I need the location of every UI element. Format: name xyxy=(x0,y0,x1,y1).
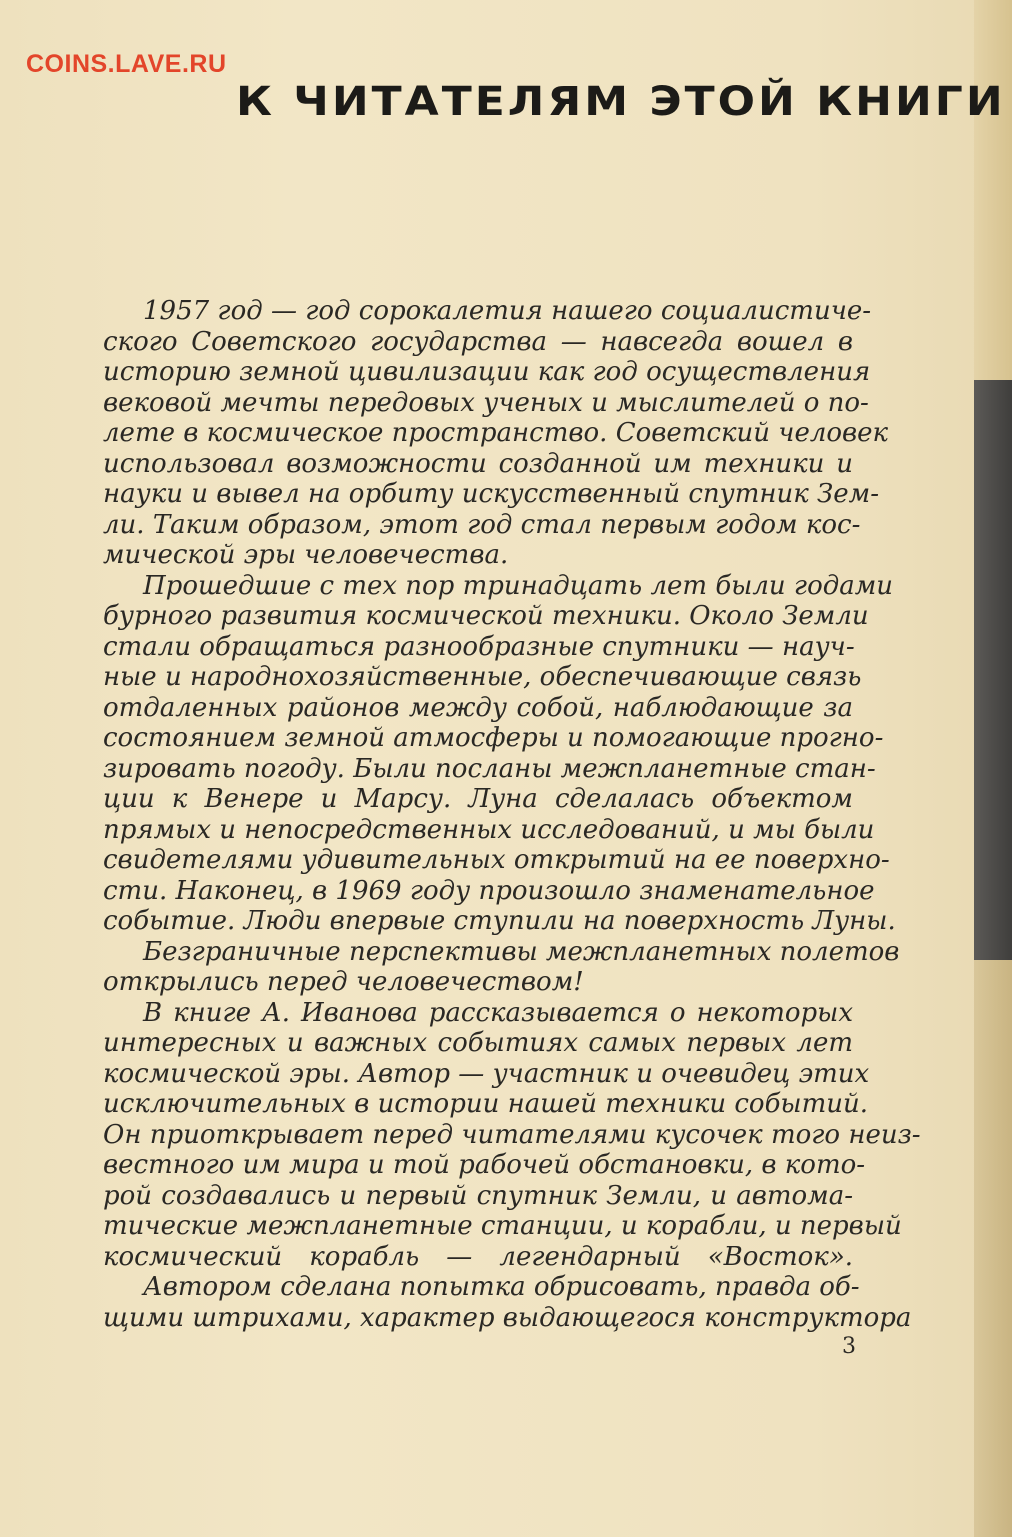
text-line: Безграничные перспективы межпланетных полетов xyxy=(143,936,900,967)
text-line: рой создавались и первый спутник Земли, и автома- xyxy=(103,1180,853,1211)
text-line: мической эры человечества. xyxy=(103,540,509,570)
text-line: науки и вывел на орбиту искусственный спутник Зем- xyxy=(103,479,879,509)
text-line: бурного развития космической техники. Около Земли xyxy=(103,601,869,631)
text-line: интересных и важных событиях самых первых лет xyxy=(103,1028,853,1058)
text-line: 1957 год — год сорокалетия нашего социалистиче- xyxy=(143,296,872,326)
text-line: ные и народнохозяйственные, обеспечивающие связь xyxy=(103,662,862,692)
text-line: космической эры. Автор — участник и очевидец этих xyxy=(103,1058,870,1089)
text-line: лете в космическое пространство. Советский человек xyxy=(103,418,889,448)
text-line: ского Советского государства — навсегда вошел в xyxy=(103,326,853,357)
text-line: Автором сделана попытка обрисовать, правда об- xyxy=(143,1272,860,1302)
text-line: Прошедшие с тех пор тринадцать лет были годами xyxy=(143,570,894,601)
page-title: К ЧИТАТЕЛЯМ ЭТОЙ КНИГИ xyxy=(236,78,1006,125)
text-line: Он приоткрывает перед читателями кусочек того неиз- xyxy=(103,1119,921,1150)
text-line: использовал возможности созданной им техники и xyxy=(103,448,853,479)
text-line: ции к Венере и Марсу. Луна сделалась объектом xyxy=(103,784,853,814)
text-line: стали обращаться разнообразные спутники — науч- xyxy=(103,631,855,662)
text-line: прямых и непосредственных исследований, и мы были xyxy=(103,814,875,845)
page-edge-bottom xyxy=(974,960,1012,1537)
text-line: событие. Люди впервые ступили на поверхность Луны. xyxy=(103,906,896,936)
text-line: В книге А. Иванова рассказывается о некоторых xyxy=(143,997,853,1028)
text-line: вековой мечты передовых ученых и мыслителей о по- xyxy=(103,387,869,418)
text-line: открылись перед человечеством! xyxy=(103,967,584,997)
text-line: зировать погоду. Были посланы межпланетные стан- xyxy=(103,753,876,784)
page-edge-light xyxy=(974,0,1012,380)
text-line: тические межпланетные станции, и корабли, и первый xyxy=(103,1211,902,1241)
text-line: исключительных в истории нашей техники событий. xyxy=(103,1089,869,1119)
body-text xyxy=(103,296,921,1333)
text-line: вестного им мира и той рабочей обстановки, в кото- xyxy=(103,1150,866,1180)
text-line: ли. Таким образом, этот год стал первым годом кос- xyxy=(103,509,861,540)
text-line: отдаленных районов между собой, наблюдающие за xyxy=(103,692,853,723)
text-line: щими штрихами, характер выдающегося конструктора xyxy=(103,1302,912,1333)
text-line: космический корабль — легендарный «Восток». xyxy=(103,1241,853,1272)
text-line: сти. Наконец, в 1969 году произошло знаменательное xyxy=(103,875,875,906)
text-line: свидетелями удивительных открытий на ее поверхно- xyxy=(103,845,890,875)
page-number: 3 xyxy=(842,1334,856,1359)
text-line: состоянием земной атмосферы и помогающие прогно- xyxy=(103,723,884,753)
watermark: COINS.LAVE.RU xyxy=(26,50,227,78)
text-line: историю земной цивилизации как год осуществления xyxy=(103,357,871,387)
